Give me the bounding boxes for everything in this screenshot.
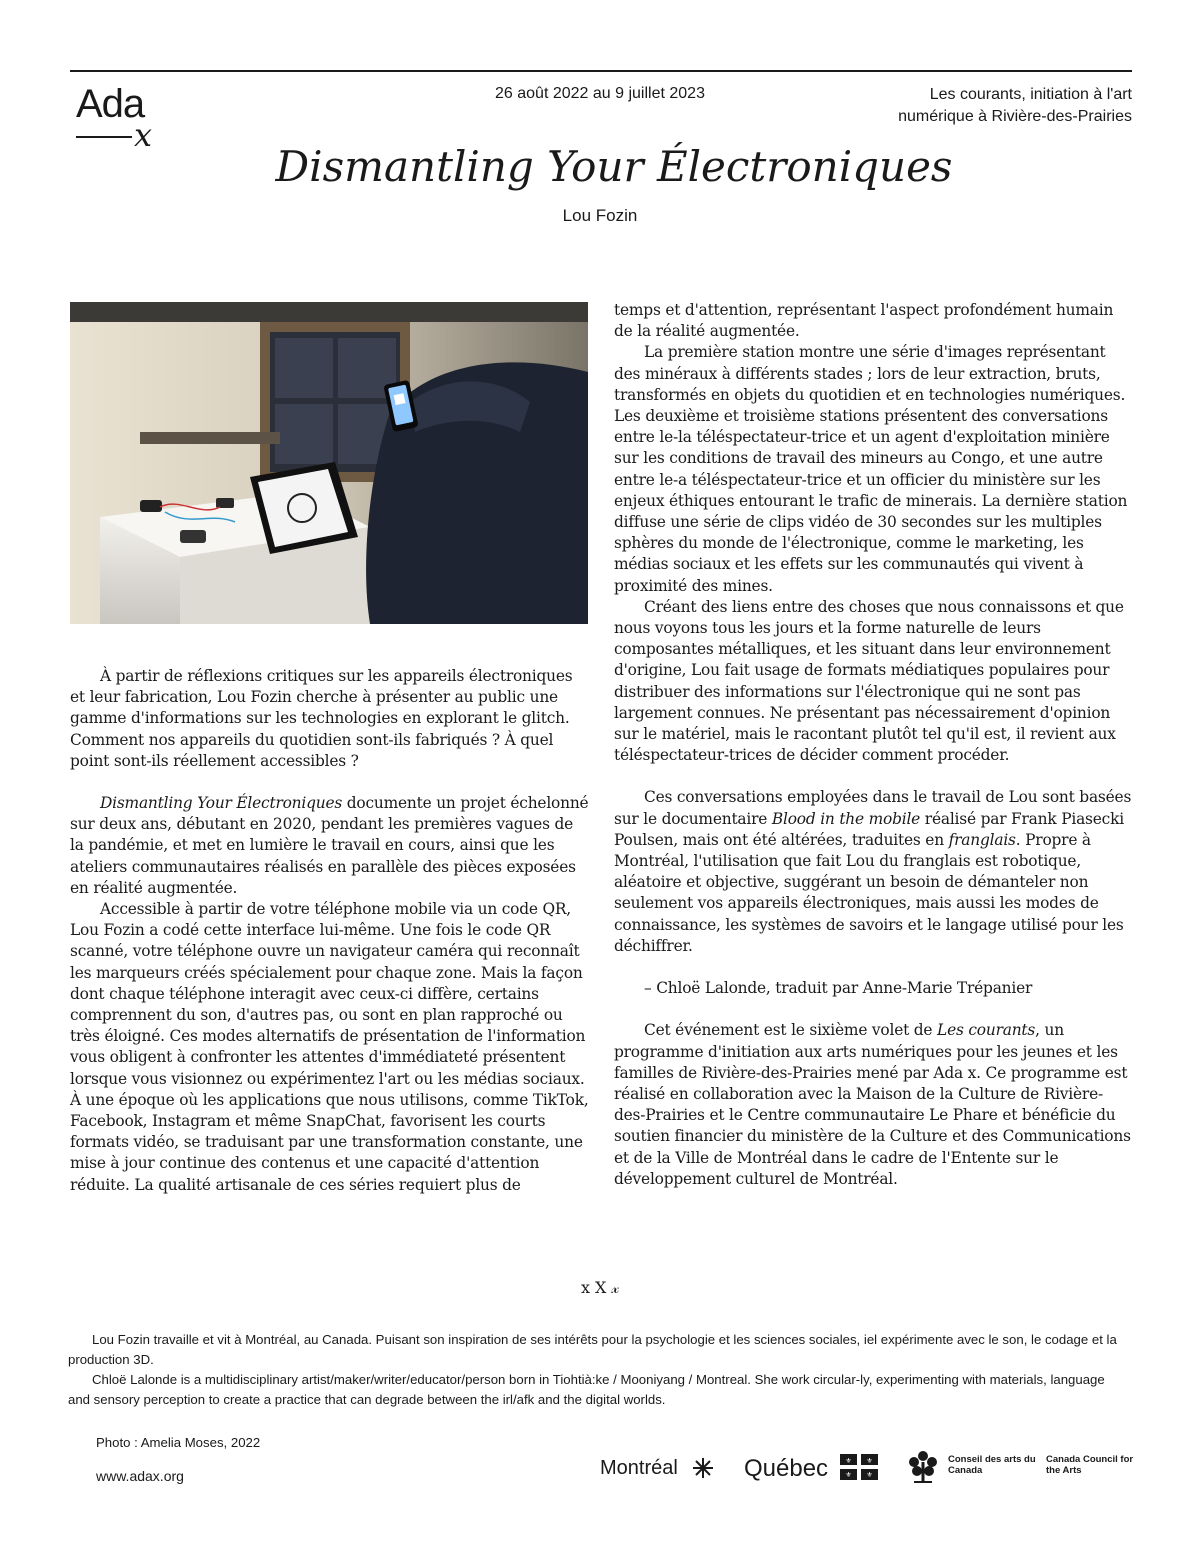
quebec-flag-icon xyxy=(840,1454,878,1480)
program-line-1: Les courants, initiation à l'art xyxy=(929,86,1132,103)
left-column xyxy=(70,666,590,1196)
right-paragraph-0: temps et d'attention, représentant l'aspect profondément humain de la réalité augmentée. xyxy=(614,301,1114,341)
website-link[interactable]: www.adax.org xyxy=(96,1468,184,1484)
project-title-inline: Dismantling Your Électroniques xyxy=(100,794,343,813)
program-title-inline: Les courants xyxy=(937,1021,1036,1040)
end-marks: x X 𝓍 xyxy=(580,1278,620,1297)
photo-credit: Photo : Amelia Moses, 2022 xyxy=(96,1435,261,1450)
exhibition-photo xyxy=(70,302,588,624)
left-paragraph-2-text: documente un projet échelonné sur deux ans, débutant en 2020, pendant les premières vagues de la pandémie, et met en lumière le travail en cours, ainsi que les ateliers communautaires réalisés en parallèle des pièces exposées en réalité augmentée. xyxy=(70,794,589,897)
svg-text:⚜: ⚜ xyxy=(845,1471,852,1479)
event-dates: 26 août 2022 au 9 juillet 2023 xyxy=(495,85,705,102)
left-paragraph-1: À partir de réflexions critiques sur les appareils électroniques et leur fabrication, Lou Fozin cherche à présenter au public une gamme d'informations sur les technologies en explorant le glitch. Comment nos appareils du quotidien sont-ils fabriqués ? À quel point sont-ils réellement accessibles ? xyxy=(70,667,573,770)
artist-name: Lou Fozin xyxy=(562,206,638,225)
program-line-2: numérique à Rivière-des-Prairies xyxy=(898,108,1132,125)
right-paragraph-3 xyxy=(614,787,1132,957)
svg-text:⚜: ⚜ xyxy=(845,1457,852,1465)
logo-text: Ada xyxy=(76,82,145,126)
right-paragraph-4 xyxy=(614,1020,1132,1190)
film-title: Blood in the mobile xyxy=(771,809,921,828)
logo-bar xyxy=(76,136,132,138)
left-paragraph-3: Accessible à partir de votre téléphone mobile via un code QR, Lou Fozin a codé cette interface lui-même. Une fois le code QR scanné, votre téléphone ouvre un navigateur caméra qui reconnaît les marqueurs créés spécialement pour chaque zone. Mais la façon dont chaque téléphone interagit avec ceux-ci diffère, certains comprennent du son, d'autres pas, ou sont en plan rapproché ou très éloigné. Ces modes alternatifs de présentation de l'information vous obligent à confronter les attentes d'immédiateté présentent lorsque vous visionnez ou expérimentez l'art ou les médias sociaux. À une époque où les applications que nous utilisons, comme TikTok, Facebook, Instagram et même SnapChat, favorisent les courts formats vidéo, se traduisant par une transformation constante, une mise à jour continue des contenus et une capacité d'attention réduite. La qualité artisanale de ces séries requiert plus de xyxy=(70,900,589,1194)
left-paragraph-2 xyxy=(70,793,590,899)
page-title: Dismantling Your Électroniques xyxy=(275,142,953,191)
montreal-rosette-icon xyxy=(690,1456,716,1480)
quebec-logo-text: Québec xyxy=(744,1455,829,1482)
right-paragraph-2: Créant des liens entre des choses que nous connaissons et que nous voyons tous les jours et la forme naturelle de leurs composantes métalliques, et les situant dans leur environnement d'origine, Lou fait usage de formats médiatiques populaires pour distribuer des informations sur l'électronique qui ne sont pas largement connues. Ne présentant pas nécessairement d'opinion sur le matériel, mais le racontant plutôt tel qu'il est, il revient aux téléspectateur-trices de décider comment procéder. xyxy=(614,597,1124,765)
p3-text-b: réalisé par Frank Piasecki Poulsen, mais ont été altérées, traduites en xyxy=(614,809,1124,849)
sponsor-logos xyxy=(600,1444,1140,1484)
franglais-term: franglais xyxy=(948,830,1016,849)
p3-text-c: . Propre à Montréal, l'utilisation que fait Lou du franglais est robotique, aléatoire et objective, suggérant un besoin de démanteler non seulement vos appareils électroniques, mais aussi les modes de connaissance, les systèmes de savoirs et le langage utilisé pour les déchiffrer. xyxy=(614,830,1124,955)
top-rule xyxy=(70,70,1132,72)
p4-text-b: , un programme d'initiation aux arts numériques pour les jeunes et les familles de Rivière-des-Prairies mené par Ada x. Ce programme est réalisé en collaboration avec la Maison de la Culture de Rivière-des-Prairies et le Centre communautaire Le Phare et bénéficie du soutien financier du ministère de la Culture et des Communications et de la Ville de Montréal dans le cadre de l'Entente sur le développement culturel de Montréal. xyxy=(614,1021,1131,1188)
right-column xyxy=(614,300,1132,1190)
svg-text:⚜: ⚜ xyxy=(866,1471,873,1479)
bios xyxy=(68,1330,1130,1410)
author-signature: – Chloë Lalonde, traduit par Anne-Marie Trépanier xyxy=(644,979,1033,998)
canada-council-fr: Conseil des arts du Canada xyxy=(948,1454,1036,1476)
right-paragraph-1: La première station montre une série d'images représentant des minéraux à différents stades ; lors de leur extraction, bruts, transformés en objets du quotidien et en technologies numériques. Les deuxième et troisième stations présentent des conversations entre le-la téléspectateur-trice et un agent d'exploitation minière sur les conditions de travail des mineurs au Congo, et une autre entre le-a téléspectateur-trice et un officier du ministère sur les enjeux éthiques entourant le trafic de minerais. La dernière station diffuse une série de clips vidéo de 30 secondes sur les multiples sphères du monde de l'électronique, comme le marketing, les médias sociaux et les effets sur les communautés qui vivent à proximité des mines. xyxy=(614,343,1128,595)
p3-text-a: Ces conversations employées dans le travail de Lou sont basées sur le documentaire xyxy=(614,788,1132,828)
bio-lou-fozin: Lou Fozin travaille et vit à Montréal, au Canada. Puisant son inspiration de ses intérêts pour la psychologie et les sciences sociales, iel expérimente avec le son, le codage et la production 3D. xyxy=(68,1332,1117,1367)
canada-council-tree-icon xyxy=(906,1448,940,1484)
canada-council-en: Canada Council for the Arts xyxy=(1046,1454,1134,1476)
program-name xyxy=(812,84,1132,128)
logo-sub: x xyxy=(134,116,153,154)
exhibition-photo-illustration xyxy=(70,302,588,624)
svg-text:⚜: ⚜ xyxy=(866,1457,873,1465)
montreal-logo-text: Montréal xyxy=(600,1457,678,1479)
bio-chloe-lalonde: Chloë Lalonde is a multidisciplinary artist/maker/writer/educator/person born in Tiohtià:ke / Mooniyang / Montreal. She work circular-ly, experimenting with materials, language and sensory perception to create a practice that can degrade between the irl/afk and the digital worlds. xyxy=(68,1372,1105,1407)
p4-text-a: Cet événement est le sixième volet de xyxy=(644,1021,938,1040)
